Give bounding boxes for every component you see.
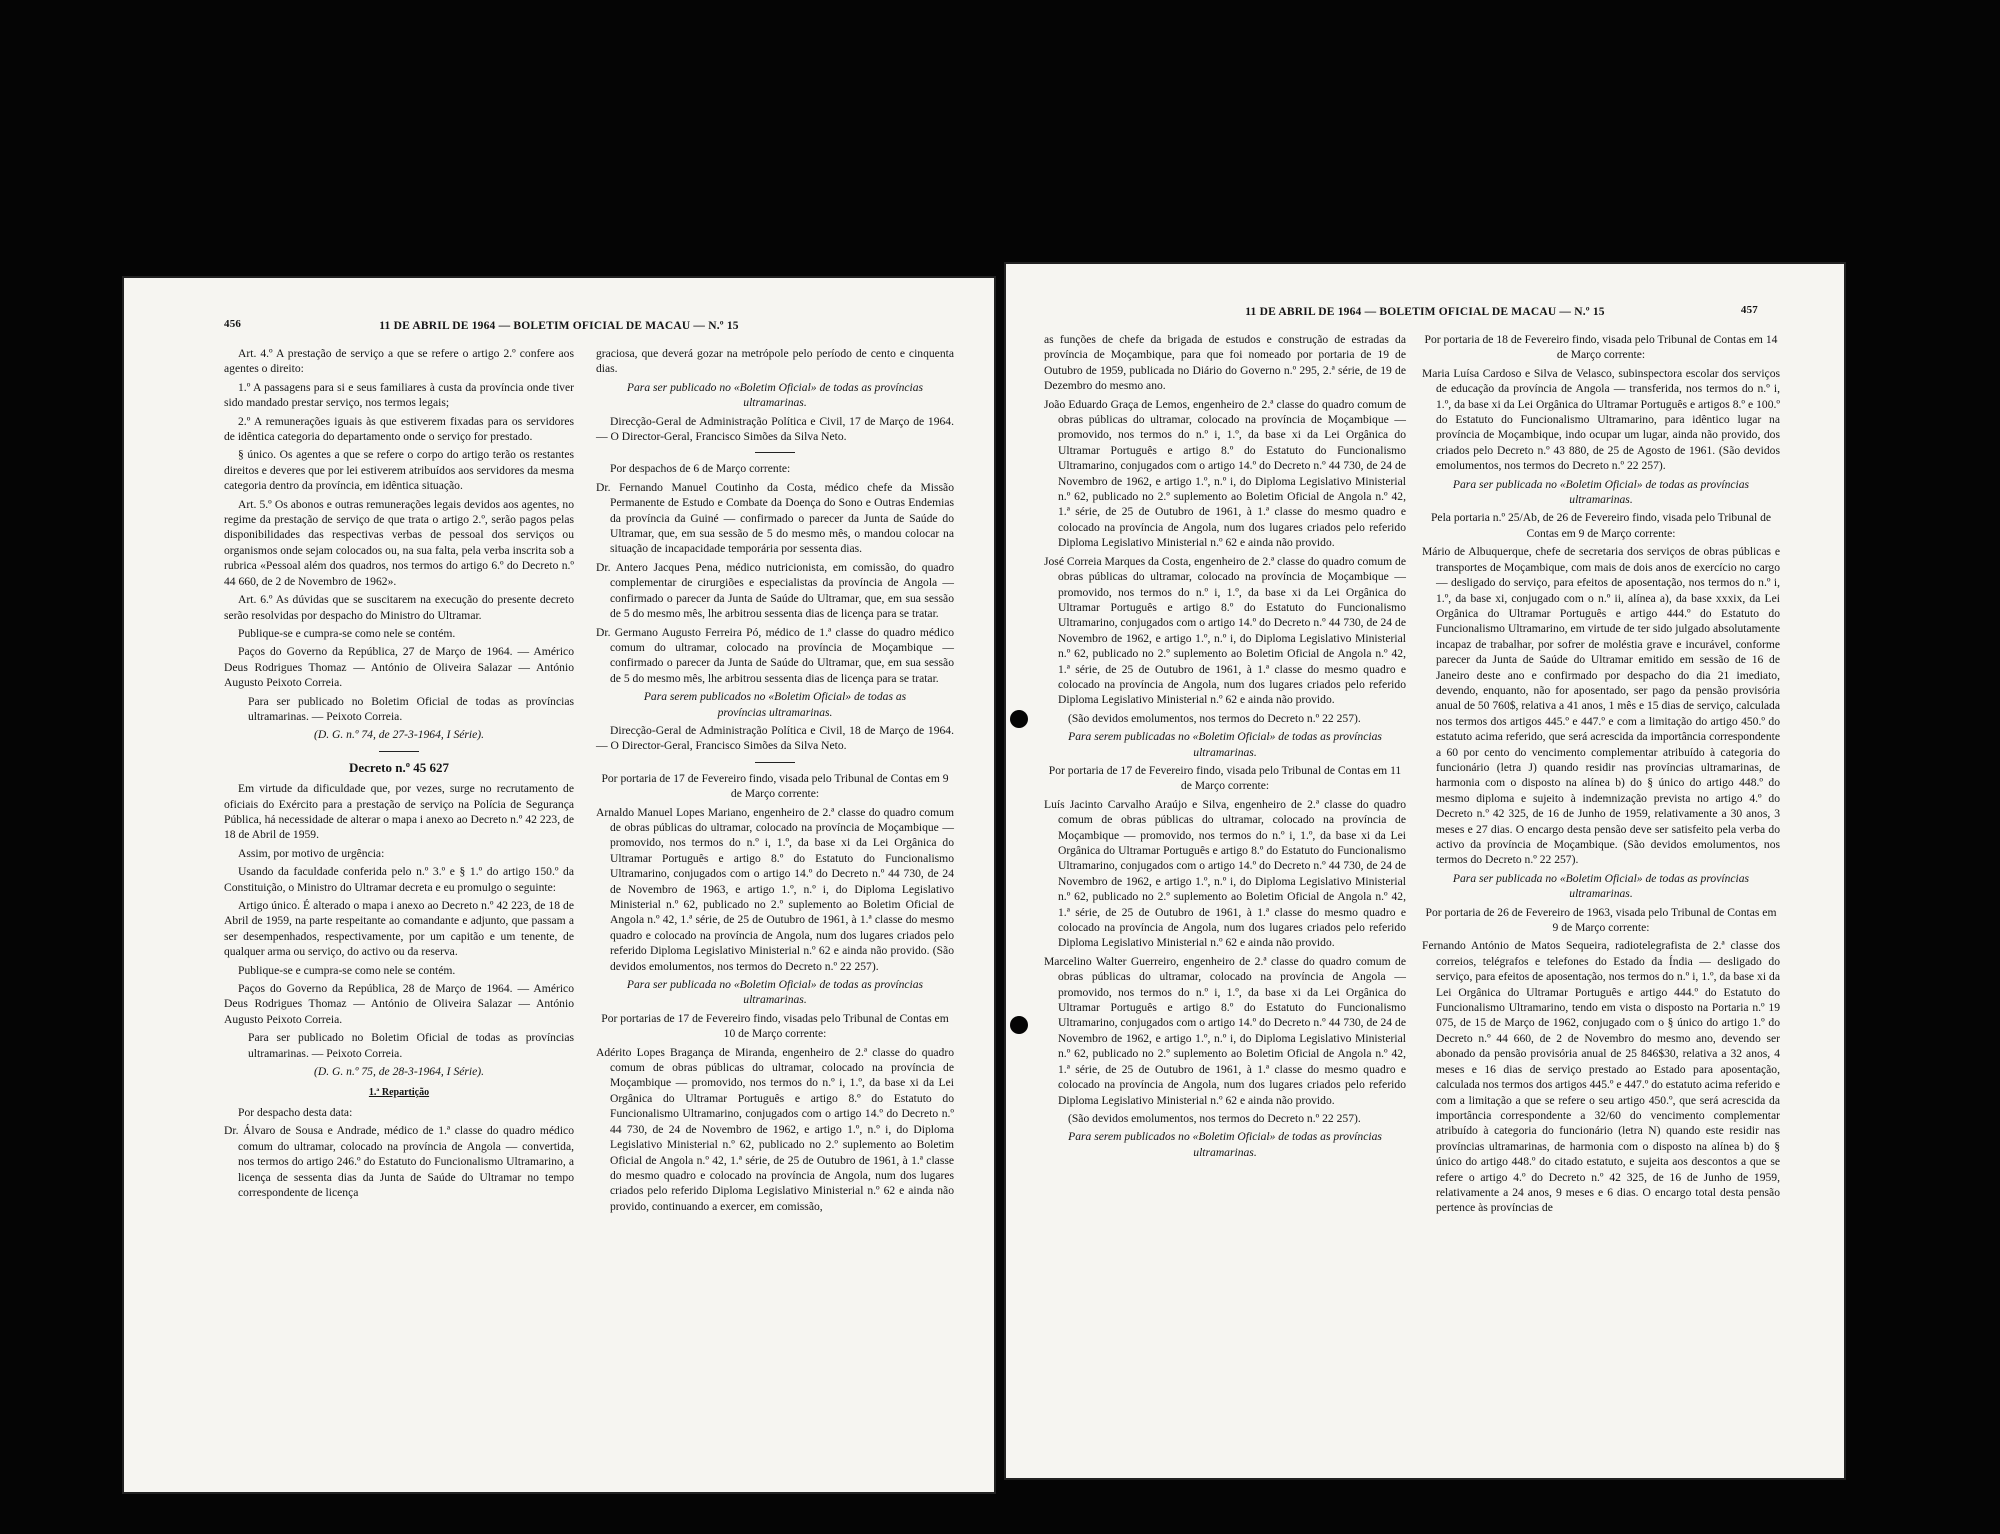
page-number: 457 [1740, 304, 1758, 316]
decree-title: Decreto n.º 45 627 [348, 759, 450, 775]
paragraph: Art. 6.º As dúvidas que se suscitarem na execução do presente decreto serão resolvidas por despacho do Ministro do Ultramar. [224, 593, 574, 622]
page-number: 456 [224, 318, 242, 330]
publication-note: Para ser publicada no «Boletim Oficial» de todas as províncias ultramarinas. [1452, 871, 1750, 901]
publication-note: Para serem publicadas no «Boletim Oficial» de todas as províncias ultramarinas. [1068, 730, 1382, 759]
paragraph: Direcção-Geral de Administração Política e Civil, 18 de Março de 1964. — O Director-Geral, Francisco Simões da Silva Neto. [596, 723, 954, 753]
paragraph: Assim, por motivo de urgência: [238, 846, 385, 860]
publication-note: Para ser publicado no «Boletim Oficial» de todas as províncias ultramarinas. [626, 380, 924, 410]
right-column-1 [1044, 332, 1406, 1163]
publication-note: Para ser publicado no Boletim Oficial de todas as províncias ultramarinas. — Peixoto Correia. [248, 694, 574, 723]
paragraph: § único. Os agentes a que se refere o corpo do artigo terão os restantes direitos e deveres que por lei estiverem atribuídos aos servidores da mesma categoria dentro da província, em idêntica situação. [224, 448, 574, 493]
paragraph: Maria Luísa Cardoso e Silva de Velasco, subinspectora escolar dos serviços de educação da província de Angola — transferida, nos termos do n.º i, 1.º, da base xi da Lei Orgânica do Ultramar Português e artigos 8.º e 100.º do Estatuto do Funcionalismo Ultramarino, para idêntico lugar na província de Moçambique, indo ocupar um lugar, ainda não provido, dos criados pelo Decreto n.º 43 880, de 25 de Agosto de 1961. (São devidos emolumentos, nos termos do Decreto n.º 22 257). [1422, 366, 1780, 473]
right-column-2 [1422, 332, 1780, 1219]
paragraph: as funções de chefe da brigada de estudos e construção de estradas da província de Moçambique, para que foi nomeado por portaria de 19 de Outubro de 1959, publicada no Diário do Governo n.º 295, 2.ª série, de 19 de Dezembro do mesmo ano. [1044, 333, 1406, 393]
paragraph: Por despacho desta data: [238, 1105, 353, 1119]
paragraph: Por portaria de 26 de Fevereiro de 1963, visada pelo Tribunal de Contas em 9 de Março corrente: [1425, 905, 1777, 935]
divider [379, 751, 419, 752]
left-column-1 [224, 346, 574, 1203]
publication-note: Para ser publicada no «Boletim Oficial» de todas as províncias ultramarinas. [626, 978, 924, 1007]
right-page-header [1004, 262, 1846, 318]
paragraph: Arnaldo Manuel Lopes Mariano, engenheiro de 2.ª classe do quadro comum de obras públicas do ultramar, colocado na província de Moçambique — promovido, nos termos do n.º i, 1.º, da base xi da Lei Orgânica do Ultramar Português e artigo 8.º do Estatuto do Funcionalismo Ultramarino, conjugados com o artigo 14.º do Decreto n.º 44 730, de 24 de Novembro de 1963, e artigo 1.º, n.º i, do Diploma Legislativo Ministerial n.º 62, publicado no 2.º suplemento ao Boletim Oficial de Angola n.º 42, 1.ª série, de 25 de Outubro de 1961, à 1.ª classe do mesmo quadro e colocado na província de Angola, num dos lugares criados pelo referido Diploma Legislativo Ministerial n.º 62 e ainda não provido. (São devidos emolumentos, nos termos do Decreto n.º 22 257). [596, 805, 954, 973]
publication-note: Para ser publicada no «Boletim Oficial» de todas as províncias ultramarinas. [1452, 477, 1750, 507]
source-reference: (D. G. n.º 74, de 27-3-1964, I Série). [313, 728, 485, 742]
divider [755, 452, 795, 453]
page-running-title: 11 DE ABRIL DE 1964 — BOLETIM OFICIAL DE MACAU — N.º 15 [1245, 306, 1605, 318]
paragraph: Art. 5.º Os abonos e outras remunerações legais devidos aos agentes, no regime da prestação de serviço de que trata o artigo 2.º, serão pagos pelas disponibilidades das respectivas verbas de pessoal dos serviços ou organismos onde sejam colocados ou, na sua falta, pela verba inscrita sob a rubrica «Pessoal além dos quadros, nos termos do artigo 6.º do Decreto n.º 44 660, de 2 de Novembro de 1962». [224, 497, 574, 588]
paragraph: Publique-se e cumpra-se como nele se contém. [238, 626, 456, 640]
paragraph: 2.º A remunerações iguais às que estiverem fixadas para os servidores de idêntica categoria do departamento onde o serviço for prestado. [224, 414, 574, 444]
paragraph: Em virtude da dificuldade que, por vezes, surge no recrutamento de oficiais do Exército para a prestação de serviço na Polícia de Segurança Pública, há necessidade de alterar o mapa i anexo ao Decreto n.º 42 223, de 18 de Abril de 1959. [224, 782, 574, 842]
paragraph: Mário de Albuquerque, chefe de secretaria dos serviços de obras públicas e transportes de Moçambique, com mais de dois anos de exercício no cargo — desligado do serviço, para efeitos de aposentação, nos termos do n.º i, 1.º, da base xi, conjugado com o n.º ii, alínea a), da base xxxix, da Lei Orgânica do Ultramar Português e artigo 444.º do Estatuto do Funcionalismo Ultramarino, em virtude de ter sido julgado absolutamente incapaz de trabalhar, por sofrer de moléstia grave e incurável, conforme parecer da Junta de Saúde do Ultramar emitido em sessão de 16 de Janeiro deste ano e confirmado por despacho do dia 21 imediato, devendo, enquanto, não for aposentado, ser pago da pensão provisória anual de 50 760$, relativa a 41 anos, 1 mês e 15 dias de serviço, calculada nos termos dos artigos 445.º e 447.º e com a limitação do artigo 450.º do estatuto acima referido, que será acrescida da importância correspondente a 60 por cento do vencimento complementar atribuído à categoria do funcionário (letra J) quando residir nas províncias ultramarinas, de harmonia com o disposto na alínea b) do § único do artigo 448.º do mesmo diploma e sujeito à indemnização prevista no artigo 4.º do Decreto n.º 42 325, de 16 de Junho de 1959, relativamente a 30 anos, 3 meses e 27 dias. O encargo desta pensão deve ser satisfeito pela verba do activo da província de Moçambique. (São devidos emolumentos, nos termos do Decreto n.º 22 257). [1422, 545, 1780, 867]
paragraph: Pela portaria n.º 25/Ab, de 26 de Fevereiro findo, visada pelo Tribunal de Contas em 9 de Março corrente: [1430, 511, 1772, 540]
binding-hole [1010, 710, 1028, 728]
divider [755, 762, 795, 763]
paragraph: graciosa, que deverá gozar na metrópole pelo período de cento e cinquenta dias. [596, 347, 954, 376]
paragraph: Por despachos de 6 de Março corrente: [610, 462, 791, 476]
publication-note: Para serem publicados no «Boletim Oficial» de todas as províncias ultramarinas. [1068, 1130, 1382, 1159]
paragraph: Artigo único. É alterado o mapa i anexo ao Decreto n.º 42 223, de 18 de Abril de 1959, na parte respeitante ao comandante e adjunto, que passam a ser desempenhados, respectivamente, por um capitão e um tenente, de qualquer arma ou serviço, do activo ou da reserva. [224, 899, 574, 959]
paragraph: Por portaria de 17 de Fevereiro findo, visada pelo Tribunal de Contas em 11 de Março corrente: [1048, 763, 1402, 793]
paragraph: Dr. Fernando Manuel Coutinho da Costa, médico chefe da Missão Permanente de Estudo e Combate da Doença do Sono e Outras Endemias da província da Guiné — confirmado o parecer da Junta de Saúde do Ultramar, que, em sua sessão de 5 do mesmo mês, o mandou colocar na situação de incapacidade temporária por sessenta dias. [596, 480, 954, 556]
paragraph: Dr. Álvaro de Sousa e Andrade, médico de 1.ª classe do quadro médico comum do ultramar, colocado na província de Angola — convertida, nos termos do artigo 246.º do Estatuto do Funcionalismo Ultramarino, a licença de sessenta dias da Junta de Saúde do Ultramar no tempo correspondente de licença [224, 1124, 574, 1199]
paragraph: Publique-se e cumpra-se como nele se contém. [238, 963, 456, 977]
left-column-2 [596, 346, 954, 1217]
paragraph: Marcelino Walter Guerreiro, engenheiro de 2.ª classe do quadro comum de obras públicas do ultramar, colocado na província de Angola — promovido, nos termos do n.º i, 1.º, da base xi da Lei Orgânica do Ultramar Português e artigo 8.º do Estatuto do Funcionalismo Ultramarino, conjugados com o artigo 14.º do Decreto n.º 44 730, de 24 de Novembro de 1962, e artigo 1.º, n.º i, do Diploma Legislativo Ministerial n.º 62, publicado no 2.º suplemento ao Boletim Oficial de Angola n.º 42, 1.ª série, de 25 de Outubro de 1961, à 1.ª classe do mesmo quadro e colocado na província de Angola, num dos lugares criados pelo referido Diploma Legislativo Ministerial n.º 62 e ainda não provido. [1044, 954, 1406, 1107]
paragraph: Por portaria de 18 de Fevereiro findo, visada pelo Tribunal de Contas em 14 de Março corrente: [1424, 333, 1778, 362]
paragraph: Por portaria de 17 de Fevereiro findo, visada pelo Tribunal de Contas em 9 de Março corrente: [601, 771, 949, 801]
paragraph: João Eduardo Graça de Lemos, engenheiro de 2.ª classe do quadro comum de obras públicas do ultramar, colocado na província de Moçambique — promovido, nos termos do n.º i, 1.º, da base xi da Lei Orgânica do Ultramar Português e artigo 8.º do Estatuto do Funcionalismo Ultramarino, conjugados com o artigo 14.º do Decreto n.º 44 730, de 24 de Novembro de 1962, e artigo 1.º, n.º i, do Diploma Legislativo Ministerial n.º 62, publicado no 2.º suplemento ao Boletim Oficial de Angola n.º 42, 1.ª série, de 25 de Outubro de 1961, à 1.ª classe do mesmo quadro e colocado na província de Angola, num dos lugares criados pelo referido Diploma Legislativo Ministerial n.º 62 e ainda não provido. [1044, 397, 1406, 550]
paragraph: 1.º A passagens para si e seus familiares à custa da província onde tiver sido mandado prestar serviço, nos termos legais; [224, 380, 574, 410]
publication-note: Para ser publicado no Boletim Oficial de todas as províncias ultramarinas. — Peixoto Correia. [248, 1031, 574, 1060]
paragraph: José Correia Marques da Costa, engenheiro de 2.ª classe do quadro comum de obras públicas do ultramar, colocado na província de Moçambique — promovido, nos termos do n.º i, 1.º, da base xi da Lei Orgânica do Ultramar Português e artigo 8.º do Estatuto do Funcionalismo Ultramarino, conjugados com o artigo 14.º do Decreto n.º 44 730, de 24 de Novembro de 1962, e artigo 1.º, n.º i, do Diploma Legislativo Ministerial n.º 62, publicado no 2.º suplemento ao Boletim Oficial de Angola n.º 42, 1.ª série, de 25 de Outubro de 1961, à 1.ª classe do mesmo quadro e colocado na província de Angola, num dos lugares criados pelo referido Diploma Legislativo Ministerial n.º 62 e ainda não provido. [1044, 554, 1406, 707]
paragraph: Luís Jacinto Carvalho Araújo e Silva, engenheiro de 2.ª classe do quadro comum de obras públicas do ultramar, colocado na província de Moçambique — promovido, nos termos do n.º i, 1.º, da base xi da Lei Orgânica do Ultramar Português e artigo 8.º do Estatuto do Funcionalismo Ultramarino, conjugados com o artigo 14.º do Decreto n.º 44 730, de 24 de Novembro de 1962, e artigo 1.º, n.º i, do Diploma Legislativo Ministerial n.º 62, publicado no 2.º suplemento ao Boletim Oficial de Angola n.º 42, 1.ª série, de 25 de Outubro de 1961, à 1.ª classe do mesmo quadro e colocado na província de Angola, num dos lugares criados pelo referido Diploma Legislativo Ministerial n.º 62 e ainda não provido. [1044, 797, 1406, 950]
section-heading: 1.ª Repartição [368, 1087, 430, 1099]
left-page [122, 276, 996, 1494]
paragraph: Art. 4.º A prestação de serviço a que se refere o artigo 2.º confere aos agentes o direito: [224, 347, 574, 376]
paragraph: Direcção-Geral de Administração Política e Civil, 17 de Março de 1964. — O Director-Geral, Francisco Simões da Silva Neto. [596, 414, 954, 444]
signatures: Paços do Governo da República, 27 de Março de 1964. — Américo Deus Rodrigues Thomaz — António de Oliveira Salazar — António Augusto Peixoto Correia. [224, 645, 574, 690]
source-reference: (D. G. n.º 75, de 28-3-1964, I Série). [313, 1065, 485, 1079]
left-page-header [122, 276, 996, 332]
paragraph: Por portarias de 17 de Fevereiro findo, visadas pelo Tribunal de Contas em 10 de Março corrente: [601, 1011, 949, 1041]
paragraph: Fernando António de Matos Sequeira, radiotelegrafista de 2.ª classe dos correios, telégrafos e telefones do Estado da Índia — desligado do serviço, para efeitos de aposentação, nos termos do n.º i, 1.º, da base xi da Lei Orgânica do Ultramar Português e artigo 444.º do Estatuto do Funcionalismo Ultramarino, tendo em vista o disposto na Portaria n.º 19 075, de 15 de Março de 1962, conjugado com o § único do artigo 1.º do Decreto n.º 44 660, de 2 de Novembro do mesmo ano, devendo ser abonado da pensão provisória anual de 25 846$30, relativa a 32 anos, 4 meses e 16 dias de serviço prestado ao Estado para aposentação, calculada nos termos dos artigos 445.º e 447.º do estatuto acima referido e com a limitação a que se refere o seu artigo 450.º, que será acrescida da importância correspondente a 32/60 do vencimento complementar atribuído à categoria do funcionário (letra N) quando este residir nas províncias ultramarinas, de harmonia com o disposto na alínea b) do § único do artigo 448.º do citado estatuto, e sujeita aos descontos a que se refere o artigo 4.º do Decreto n.º 42 325, de 16 de Junho de 1959, relativamente a 24 anos, 9 meses e 6 dias. O encargo total desta pensão pertence às províncias de [1422, 939, 1780, 1215]
signatures: Paços do Governo da República, 28 de Março de 1964. — Américo Deus Rodrigues Thomaz — António de Oliveira Salazar — António Augusto Peixoto Correia. [224, 982, 574, 1026]
paragraph: Adérito Lopes Bragança de Miranda, engenheiro de 2.ª classe do quadro comum de obras públicas do ultramar, colocado na província de Moçambique — promovido, nos termos do n.º i, 1.º, da base xi da Lei Orgânica do Ultramar Português e artigo 8.º do Estatuto do Funcionalismo Ultramarino, conjugados com o artigo 14.º do Decreto n.º 44 730, de 24 de Novembro de 1962, e artigo 1.º, n.º i, do Diploma Legislativo Ministerial n.º 62, publicado no 2.º suplemento ao Boletim Oficial de Angola n.º 42, 1.ª série, de 25 de Outubro de 1961, à 1.ª classe do mesmo quadro e colocado na província de Angola, num dos lugares criados pelo referido Diploma Legislativo Ministerial n.º 62 e ainda não provido, continuando a exercer, em comissão, [596, 1045, 954, 1213]
page-running-title: 11 DE ABRIL DE 1964 — BOLETIM OFICIAL DE MACAU — N.º 15 [379, 320, 739, 332]
right-page [1004, 262, 1846, 1480]
paragraph: Dr. Germano Augusto Ferreira Pó, médico de 1.ª classe do quadro médico comum do ultramar, colocado na província de Moçambique — confirmado o parecer da Junta de Saúde do Ultramar, que, em sua sessão de 5 do mesmo mês, lhe arbitrou sessenta dias de licença para se tratar. [596, 625, 954, 685]
paragraph: Dr. Antero Jacques Pena, médico nutricionista, em comissão, do quadro complementar de cirurgiões e especialistas da província de Angola — confirmado o parecer da Junta de Saúde do Ultramar, que, em sua sessão de 5 do mesmo mês, lhe arbitrou sessenta dias de licença para se tratar. [596, 560, 954, 621]
publication-note: Para serem publicados no «Boletim Oficial» de todas as províncias ultramarinas. [643, 690, 907, 719]
paragraph: (São devidos emolumentos, nos termos do Decreto n.º 22 257). [1068, 1111, 1361, 1125]
binding-hole [1010, 1016, 1028, 1034]
paragraph: Usando da faculdade conferida pelo n.º 3.º e § 1.º do artigo 150.º da Constituição, o Ministro do Ultramar decreta e eu promulgo o seguinte: [224, 865, 574, 894]
paragraph: (São devidos emolumentos, nos termos do Decreto n.º 22 257). [1068, 711, 1361, 725]
